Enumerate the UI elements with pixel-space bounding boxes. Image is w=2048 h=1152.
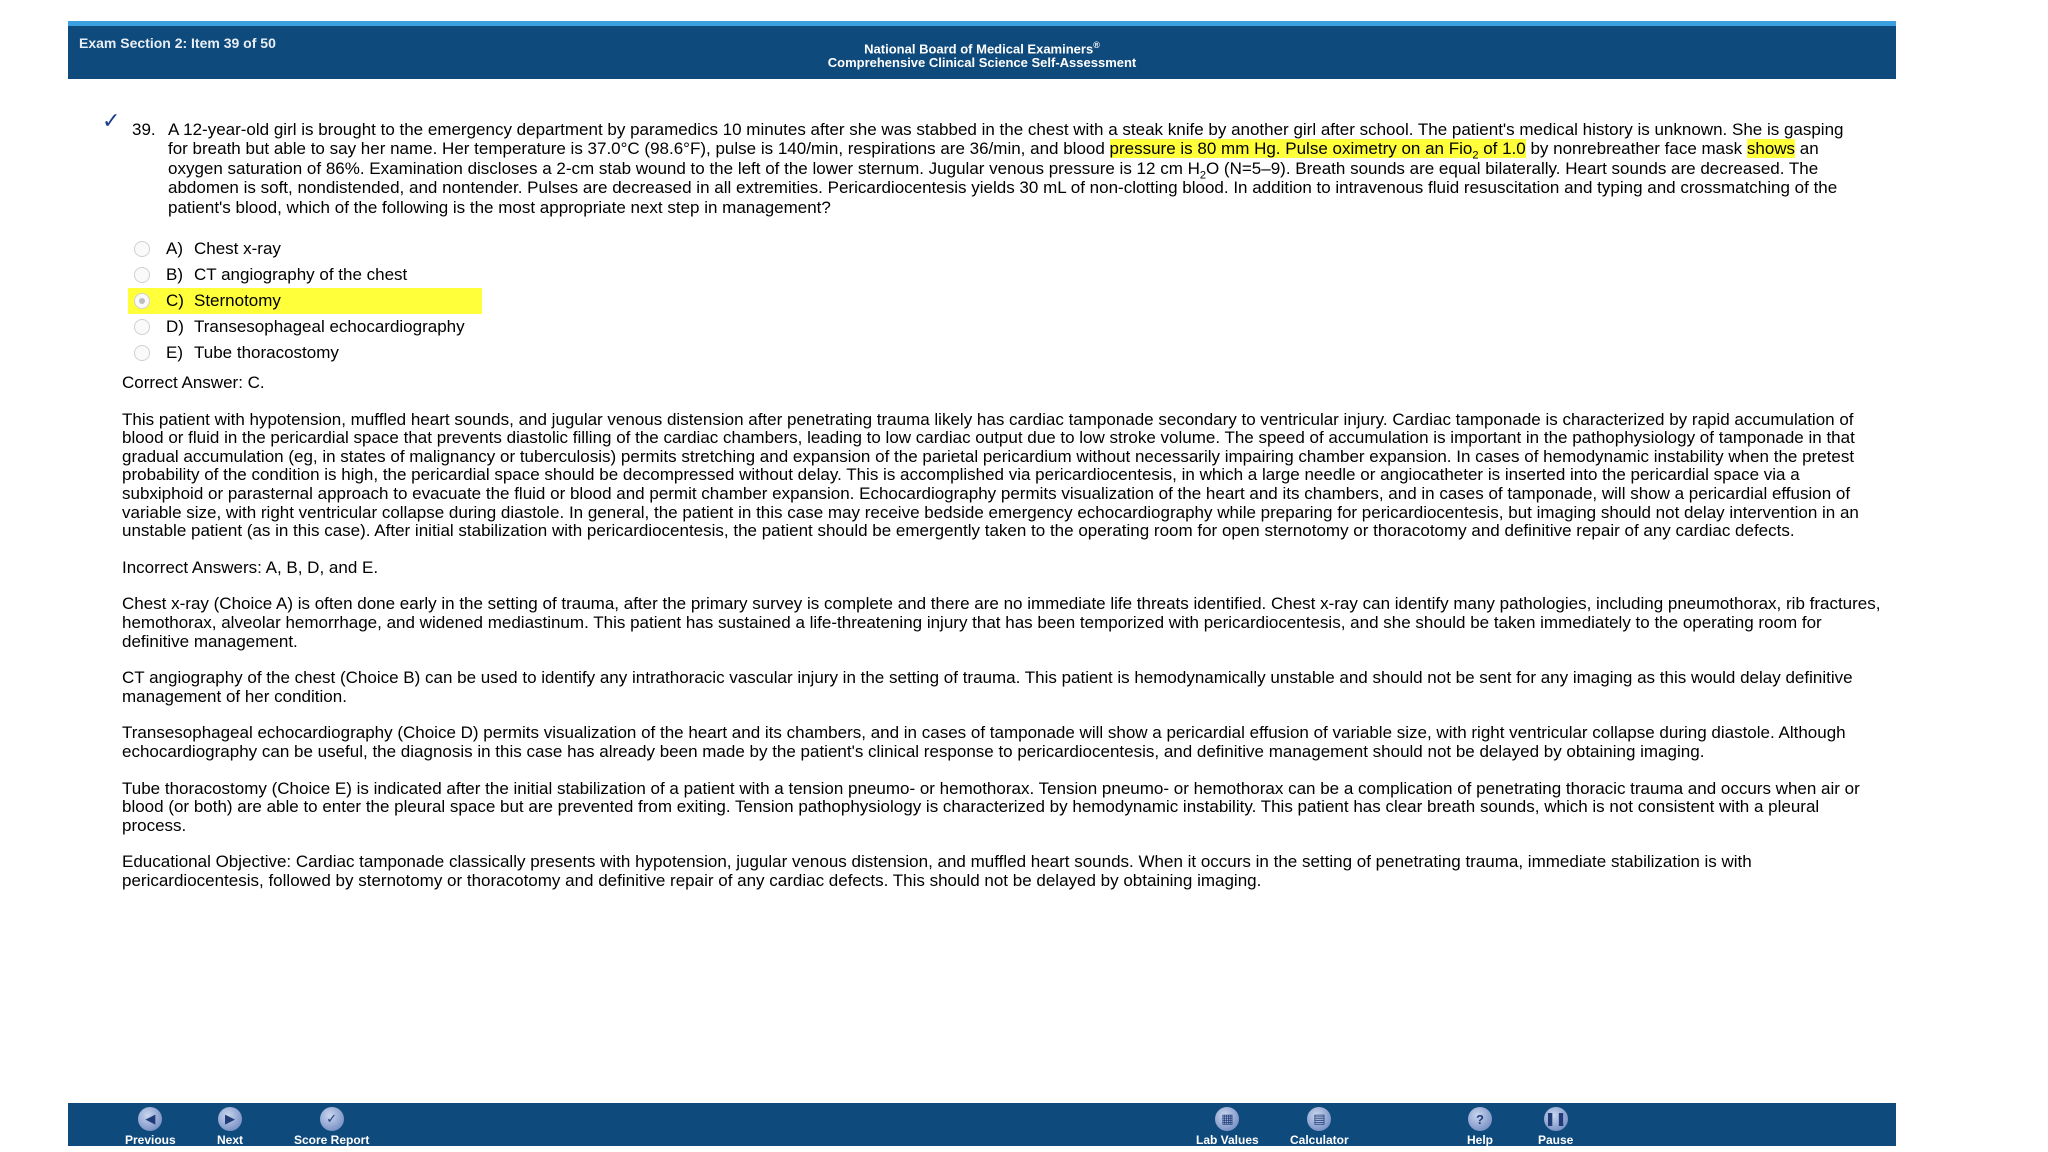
answered-check-icon: ✓ [102, 108, 121, 133]
lab-values-icon: ▦ [1215, 1107, 1239, 1131]
explanation-choice-d: Transesophageal echocardiography (Choice D) permits visualization of the heart and its chambers, and in cases of tamponade will show a pericardial effusion of variable size, with right ventricular collapse during diastole. Although echocardiography can be useful, the diagnosis in this case has already been made by the patient's clinical response to pericardiocentesis, and definitive management should not be delayed by obtaining imaging. [122, 723, 1846, 761]
previous-icon: ◀ [138, 1107, 162, 1131]
radio-icon[interactable] [134, 319, 150, 335]
choice-b[interactable]: B) CT angiography of the chest [128, 262, 482, 288]
choice-label: Chest x-ray [194, 239, 281, 258]
choice-e[interactable]: E) Tube thoracostomy [128, 340, 482, 366]
assessment-name: Comprehensive Clinical Science Self-Assessment [827, 55, 1137, 71]
choice-label: Transesophageal echocardiography [194, 317, 465, 336]
explanation-choice-b: CT angiography of the chest (Choice B) can be used to identify any intrathoracic vascular injury in the setting of trauma. This patient is hemodynamically unstable and should not be sent for any imaging as this would delay definitive management of her condition. [122, 668, 1853, 706]
check-icon: ✓ [320, 1107, 344, 1131]
highlight-1: pressure is 80 mm Hg. Pulse oximetry on an Fio$_2$ of 1.0 [1109, 139, 1526, 162]
pause-button[interactable]: ❚❚ Pause [1538, 1107, 1573, 1146]
choice-label: Tube thoracostomy [194, 343, 339, 362]
choice-a[interactable]: A) Chest x-ray [128, 236, 482, 262]
educational-objective: Educational Objective: Cardiac tamponade classically presents with hypotension, jugular venous distension, and muffled heart sounds. When it occurs in the setting of penetrating trauma, immediate stabilization is with pericardiocentesis, followed by sternotomy or thoracotomy and definitive repair of any cardiac defects. This should not be delayed by obtaining imaging. [122, 852, 1752, 890]
explanation-choice-a: Chest x-ray (Choice A) is often done early in the setting of trauma, after the primary survey is complete and there are no immediate life threats identified. Chest x-ray can identify many pathologies, including pneumothorax, rib fractures, hemothorax, alveolar hemorrhage, and widened mediastinum. This patient has sustained a life-threatening injury that has been temporized with pericardiocentesis, and she should be taken immediately to the operating room for definitive management. [122, 594, 1881, 651]
explanation [122, 374, 1882, 908]
exam-header-bar [68, 21, 1896, 79]
choice-d[interactable]: D) Transesophageal echocardiography [128, 314, 482, 340]
choice-label: CT angiography of the chest [194, 265, 408, 284]
radio-icon[interactable] [134, 267, 150, 283]
explanation-main: This patient with hypotension, muffled heart sounds, and jugular venous distension after penetrating trauma likely has cardiac tamponade secondary to ventricular injury. Cardiac tamponade is characterized by rapid accumulation of blood or fluid in the pericardial space that prevents diastolic filling of the cardiac chambers, leading to low cardiac output due to low stroke volume. The speed of accumulation is important in the pathophysiology of tamponade in that gradual accumulation (eg, in states of malignancy or tuberculosis) permits stretching and expansion of the parietal pericardium without necessarily impairing chamber expansion. In cases of hemodynamic instability when the pretest probability of the condition is high, the pericardial space should be decompressed without delay. This is accomplished via pericardiocentesis, in which a large needle or angiocatheter is inserted into the pericardial space via a subxiphoid or parasternal approach to evacuate the fluid or blood and permit chamber expansion. Echocardiography permits visualization of the heart and its chambers, and in cases of tamponade, will show a pericardial effusion of variable size, with right ventricular collapse during diastole. In general, the patient in this case may receive bedside emergency echocardiography while preparing for pericardiocentesis, but imaging should not delay intervention in an unstable patient (as in this case). After initial stabilization with pericardiocentesis, the patient should be emergently taken to the operating room for open sternotomy or thoracotomy and definitive repair of any cardiac defects. [122, 409, 1859, 541]
next-icon: ▶ [218, 1107, 242, 1131]
section-progress-label: Exam Section 2: Item 39 of 50 [79, 35, 276, 51]
radio-icon[interactable] [134, 293, 150, 309]
question-stem: A 12-year-old girl is brought to the emergency department by paramedics 10 minutes after she was stabbed in the chest with a steak knife by another girl after school. The patient's medical history is unknown. She is gasping for breath but able to say her name. Her temperature is 37.0°C (98.6°F), pulse is 140/min, respirations are 36/min, and blood pressure is 80 mm Hg. Pulse oximetry on an Fio$_2$ of 1.0 by nonrebreather face mask shows an oxygen saturation of 86%. Examination discloses a 2-cm stab wound to the left of the lower sternum. Jugular venous pressure is 12 cm $H_2O$ (N=5–9). Breath sounds are equal bilaterally. Heart sounds are decreased. The abdomen is soft, nondistended, and nontender. Pulses are decreased in all extremities. Pericardiocentesis yields 30 mL of non-clotting blood. In addition to intravenous fluid resuscitation and typing and crossmatching of the patient's blood, which of the following is the most appropriate next step in management? [168, 120, 1844, 217]
help-icon: ? [1468, 1107, 1492, 1131]
navigation-toolbar [68, 1103, 1896, 1146]
calculator-button[interactable]: ▤ Calculator [1290, 1107, 1349, 1146]
org-name: National Board of Medical Examiners [864, 41, 1094, 57]
incorrect-answers: Incorrect Answers: A, B, D, and E. [122, 557, 379, 577]
radio-icon[interactable] [134, 241, 150, 257]
previous-button[interactable]: ◀ Previous [125, 1107, 176, 1146]
lab-values-button[interactable]: ▦ Lab Values [1196, 1107, 1259, 1146]
radio-icon[interactable] [134, 345, 150, 361]
explanation-choice-e: Tube thoracostomy (Choice E) is indicated after the initial stabilization of a patient with a tension pneumo- or hemothorax. Tension pneumo- or hemothorax can be a complication of penetrating thoracic trauma and occurs when air or blood (or both) are able to enter the pleural space but are prevented from exiting. Tension pathophysiology is characterized by hemodynamic instability. This patient has clear breath sounds, which is not consistent with a pleural process. [122, 778, 1860, 835]
highlight-2: shows [1746, 139, 1796, 159]
help-button[interactable]: ? Help [1467, 1107, 1493, 1146]
registered-mark: ® [1093, 40, 1100, 50]
calculator-icon: ▤ [1307, 1107, 1331, 1131]
pause-icon: ❚❚ [1544, 1107, 1568, 1131]
header-title [68, 38, 1896, 70]
choice-c[interactable]: C) Sternotomy [128, 288, 482, 314]
correct-answer: Correct Answer: C. [122, 373, 265, 392]
choice-label: Sternotomy [194, 291, 281, 310]
answer-choices [128, 236, 482, 366]
question-number: 39. [132, 120, 156, 139]
score-report-button[interactable]: ✓ Score Report [294, 1107, 369, 1146]
next-button[interactable]: ▶ Next [217, 1107, 243, 1146]
